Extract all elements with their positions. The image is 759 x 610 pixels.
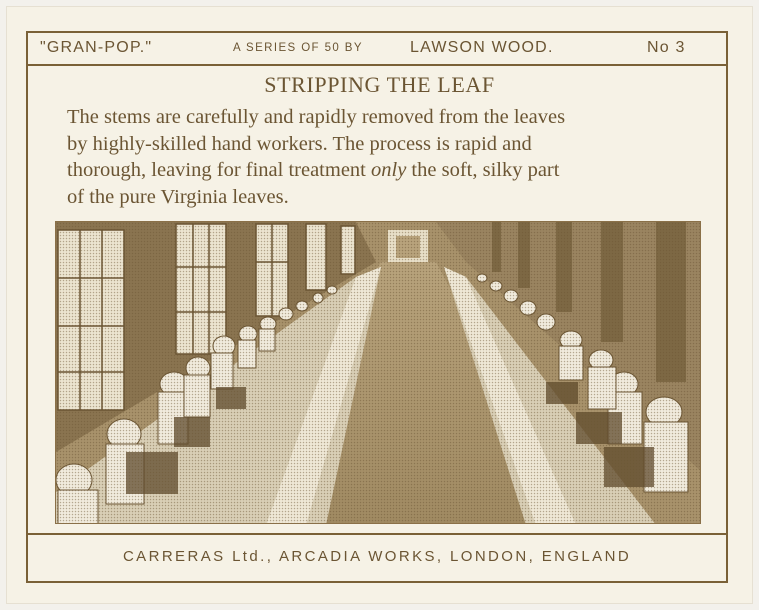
- description-line: of the pure Virginia leaves.: [67, 185, 289, 208]
- footer-divider: [26, 533, 728, 535]
- card-footer: CARRERAS Ltd., ARCADIA WORKS, LONDON, ENGLAND: [122, 548, 632, 565]
- card-number: No 3: [647, 39, 686, 56]
- description-text: thorough, leaving for final treatment: [67, 159, 371, 181]
- card-title: STRIPPING THE LEAF: [264, 72, 495, 97]
- description-line: by highly-skilled hand workers. The process is rapid and: [67, 132, 532, 155]
- series-name: "GRAN-POP.": [40, 39, 153, 56]
- description-line: [67, 157, 707, 184]
- description-text: the soft, silky part: [406, 159, 560, 181]
- card-header: [40, 37, 720, 63]
- header-divider: [26, 64, 728, 66]
- emphasis-text: only: [371, 159, 407, 181]
- series-info: A SERIES OF 50 BY: [233, 42, 363, 54]
- card-description: [67, 104, 707, 210]
- factory-illustration: [55, 221, 701, 524]
- artist-name: LAWSON WOOD.: [410, 39, 554, 56]
- description-line: The stems are carefully and rapidly removed from the leaves: [67, 106, 566, 128]
